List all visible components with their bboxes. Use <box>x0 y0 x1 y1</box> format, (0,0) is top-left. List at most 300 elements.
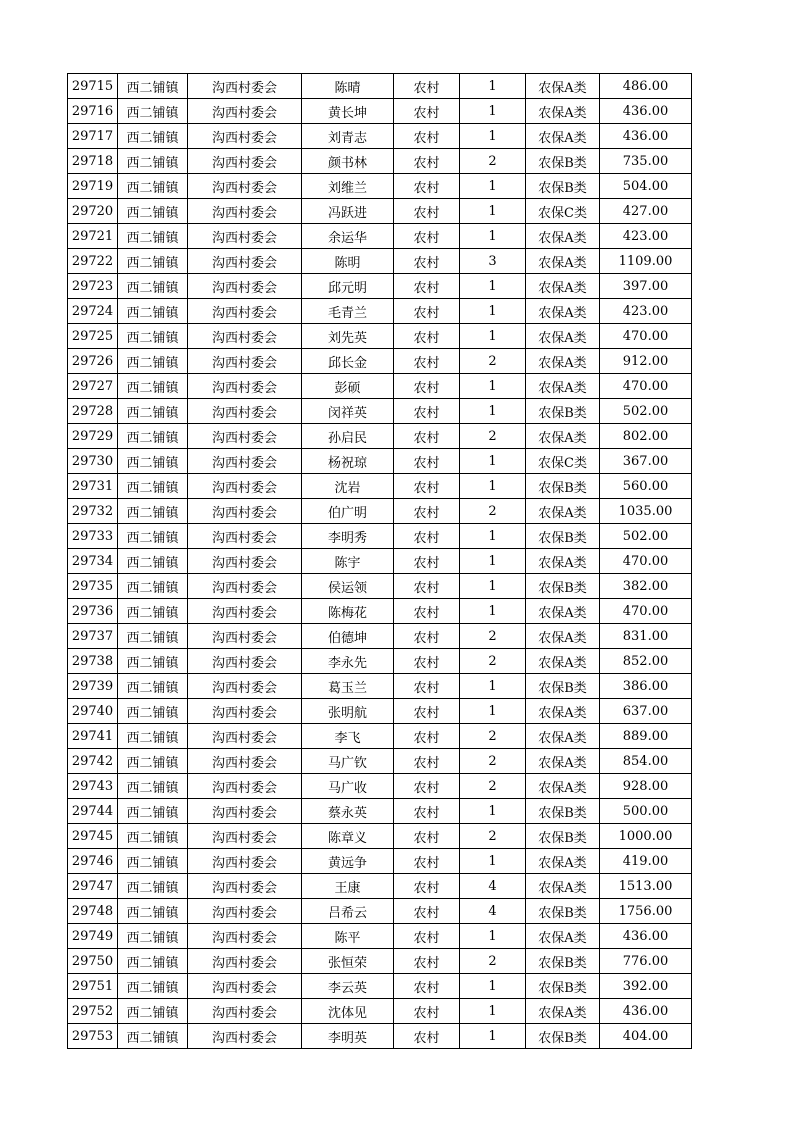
table-row <box>68 824 692 849</box>
household-count-cell: 2 <box>460 949 526 974</box>
insurance-class-cell: 农保A类 <box>526 274 600 299</box>
household-count-cell: 1 <box>460 599 526 624</box>
area-type-cell: 农村 <box>394 399 460 424</box>
insurance-class-cell: 农保A类 <box>526 99 600 124</box>
table-row <box>68 249 692 274</box>
town-cell: 西二铺镇 <box>118 324 188 349</box>
table-row <box>68 449 692 474</box>
area-type-cell: 农村 <box>394 999 460 1024</box>
insurance-class-cell: 农保C类 <box>526 449 600 474</box>
household-count-cell: 2 <box>460 349 526 374</box>
village-committee-cell: 沟西村委会 <box>188 449 302 474</box>
town-cell: 西二铺镇 <box>118 174 188 199</box>
town-cell: 西二铺镇 <box>118 799 188 824</box>
area-type-cell: 农村 <box>394 774 460 799</box>
village-committee-cell: 沟西村委会 <box>188 774 302 799</box>
household-count-cell: 2 <box>460 724 526 749</box>
record-id-cell: 29739 <box>68 674 118 699</box>
insurance-class-cell: 农保A类 <box>526 599 600 624</box>
insurance-class-cell: 农保A类 <box>526 249 600 274</box>
name-cell: 李云英 <box>302 974 394 999</box>
record-id-cell: 29724 <box>68 299 118 324</box>
name-cell: 李飞 <box>302 724 394 749</box>
table-row <box>68 499 692 524</box>
amount-cell: 504.00 <box>600 174 692 199</box>
area-type-cell: 农村 <box>394 849 460 874</box>
area-type-cell: 农村 <box>394 974 460 999</box>
record-id-cell: 29719 <box>68 174 118 199</box>
table-row <box>68 474 692 499</box>
name-cell: 孙启民 <box>302 424 394 449</box>
amount-cell: 1756.00 <box>600 899 692 924</box>
town-cell: 西二铺镇 <box>118 574 188 599</box>
insurance-class-cell: 农保B类 <box>526 574 600 599</box>
village-committee-cell: 沟西村委会 <box>188 674 302 699</box>
village-committee-cell: 沟西村委会 <box>188 1024 302 1049</box>
insurance-class-cell: 农保A类 <box>526 499 600 524</box>
amount-cell: 436.00 <box>600 99 692 124</box>
household-count-cell: 1 <box>460 399 526 424</box>
amount-cell: 1513.00 <box>600 874 692 899</box>
town-cell: 西二铺镇 <box>118 899 188 924</box>
table-row <box>68 924 692 949</box>
record-id-cell: 29731 <box>68 474 118 499</box>
village-committee-cell: 沟西村委会 <box>188 624 302 649</box>
table-row <box>68 99 692 124</box>
name-cell: 李永先 <box>302 649 394 674</box>
town-cell: 西二铺镇 <box>118 224 188 249</box>
insurance-class-cell: 农保B类 <box>526 824 600 849</box>
town-cell: 西二铺镇 <box>118 974 188 999</box>
town-cell: 西二铺镇 <box>118 399 188 424</box>
roster-table <box>67 73 692 1049</box>
name-cell: 闵祥英 <box>302 399 394 424</box>
town-cell: 西二铺镇 <box>118 524 188 549</box>
town-cell: 西二铺镇 <box>118 449 188 474</box>
village-committee-cell: 沟西村委会 <box>188 899 302 924</box>
household-count-cell: 1 <box>460 799 526 824</box>
amount-cell: 560.00 <box>600 474 692 499</box>
insurance-class-cell: 农保C类 <box>526 199 600 224</box>
name-cell: 王康 <box>302 874 394 899</box>
amount-cell: 436.00 <box>600 999 692 1024</box>
town-cell: 西二铺镇 <box>118 124 188 149</box>
village-committee-cell: 沟西村委会 <box>188 349 302 374</box>
amount-cell: 419.00 <box>600 849 692 874</box>
town-cell: 西二铺镇 <box>118 499 188 524</box>
household-count-cell: 1 <box>460 699 526 724</box>
name-cell: 邱元明 <box>302 274 394 299</box>
amount-cell: 470.00 <box>600 549 692 574</box>
area-type-cell: 农村 <box>394 149 460 174</box>
name-cell: 伯德坤 <box>302 624 394 649</box>
table-row <box>68 674 692 699</box>
town-cell: 西二铺镇 <box>118 474 188 499</box>
insurance-class-cell: 农保A类 <box>526 649 600 674</box>
amount-cell: 852.00 <box>600 649 692 674</box>
name-cell: 葛玉兰 <box>302 674 394 699</box>
area-type-cell: 农村 <box>394 824 460 849</box>
household-count-cell: 1 <box>460 74 526 99</box>
name-cell: 陈宇 <box>302 549 394 574</box>
name-cell: 陈明 <box>302 249 394 274</box>
area-type-cell: 农村 <box>394 949 460 974</box>
insurance-class-cell: 农保A类 <box>526 224 600 249</box>
village-committee-cell: 沟西村委会 <box>188 374 302 399</box>
household-count-cell: 1 <box>460 274 526 299</box>
area-type-cell: 农村 <box>394 799 460 824</box>
table-row <box>68 74 692 99</box>
name-cell: 黄远争 <box>302 849 394 874</box>
area-type-cell: 农村 <box>394 749 460 774</box>
table-row <box>68 349 692 374</box>
table-row <box>68 149 692 174</box>
amount-cell: 367.00 <box>600 449 692 474</box>
household-count-cell: 1 <box>460 849 526 874</box>
household-count-cell: 1 <box>460 324 526 349</box>
amount-cell: 1035.00 <box>600 499 692 524</box>
area-type-cell: 农村 <box>394 574 460 599</box>
town-cell: 西二铺镇 <box>118 274 188 299</box>
table-row <box>68 549 692 574</box>
village-committee-cell: 沟西村委会 <box>188 274 302 299</box>
name-cell: 陈平 <box>302 924 394 949</box>
roster-body <box>68 74 692 1049</box>
area-type-cell: 农村 <box>394 1024 460 1049</box>
table-row <box>68 599 692 624</box>
insurance-class-cell: 农保B类 <box>526 174 600 199</box>
household-count-cell: 1 <box>460 549 526 574</box>
record-id-cell: 29732 <box>68 499 118 524</box>
village-committee-cell: 沟西村委会 <box>188 324 302 349</box>
insurance-class-cell: 农保B类 <box>526 674 600 699</box>
insurance-class-cell: 农保B类 <box>526 799 600 824</box>
insurance-class-cell: 农保A类 <box>526 749 600 774</box>
amount-cell: 404.00 <box>600 1024 692 1049</box>
insurance-class-cell: 农保A类 <box>526 874 600 899</box>
name-cell: 邱长金 <box>302 349 394 374</box>
record-id-cell: 29753 <box>68 1024 118 1049</box>
insurance-class-cell: 农保A类 <box>526 299 600 324</box>
amount-cell: 831.00 <box>600 624 692 649</box>
name-cell: 沈岩 <box>302 474 394 499</box>
town-cell: 西二铺镇 <box>118 849 188 874</box>
village-committee-cell: 沟西村委会 <box>188 299 302 324</box>
insurance-class-cell: 农保A类 <box>526 624 600 649</box>
amount-cell: 802.00 <box>600 424 692 449</box>
area-type-cell: 农村 <box>394 449 460 474</box>
village-committee-cell: 沟西村委会 <box>188 649 302 674</box>
village-committee-cell: 沟西村委会 <box>188 749 302 774</box>
amount-cell: 735.00 <box>600 149 692 174</box>
name-cell: 刘青志 <box>302 124 394 149</box>
village-committee-cell: 沟西村委会 <box>188 74 302 99</box>
village-committee-cell: 沟西村委会 <box>188 799 302 824</box>
table-row <box>68 749 692 774</box>
village-committee-cell: 沟西村委会 <box>188 149 302 174</box>
record-id-cell: 29748 <box>68 899 118 924</box>
name-cell: 余运华 <box>302 224 394 249</box>
household-count-cell: 2 <box>460 624 526 649</box>
town-cell: 西二铺镇 <box>118 999 188 1024</box>
name-cell: 张明航 <box>302 699 394 724</box>
area-type-cell: 农村 <box>394 349 460 374</box>
table-row <box>68 699 692 724</box>
household-count-cell: 4 <box>460 899 526 924</box>
name-cell: 黄长坤 <box>302 99 394 124</box>
name-cell: 刘先英 <box>302 324 394 349</box>
household-count-cell: 2 <box>460 774 526 799</box>
table-row <box>68 174 692 199</box>
household-count-cell: 1 <box>460 199 526 224</box>
town-cell: 西二铺镇 <box>118 199 188 224</box>
town-cell: 西二铺镇 <box>118 774 188 799</box>
name-cell: 马广钦 <box>302 749 394 774</box>
amount-cell: 502.00 <box>600 399 692 424</box>
household-count-cell: 3 <box>460 249 526 274</box>
table-row <box>68 949 692 974</box>
area-type-cell: 农村 <box>394 374 460 399</box>
town-cell: 西二铺镇 <box>118 624 188 649</box>
amount-cell: 470.00 <box>600 324 692 349</box>
area-type-cell: 农村 <box>394 299 460 324</box>
village-committee-cell: 沟西村委会 <box>188 849 302 874</box>
amount-cell: 397.00 <box>600 274 692 299</box>
insurance-class-cell: 农保A类 <box>526 549 600 574</box>
area-type-cell: 农村 <box>394 249 460 274</box>
household-count-cell: 2 <box>460 749 526 774</box>
household-count-cell: 1 <box>460 299 526 324</box>
town-cell: 西二铺镇 <box>118 824 188 849</box>
insurance-class-cell: 农保A类 <box>526 924 600 949</box>
area-type-cell: 农村 <box>394 424 460 449</box>
insurance-class-cell: 农保B类 <box>526 524 600 549</box>
record-id-cell: 29723 <box>68 274 118 299</box>
name-cell: 伯广明 <box>302 499 394 524</box>
record-id-cell: 29752 <box>68 999 118 1024</box>
name-cell: 冯跃进 <box>302 199 394 224</box>
name-cell: 毛青兰 <box>302 299 394 324</box>
name-cell: 侯运领 <box>302 574 394 599</box>
insurance-class-cell: 农保A类 <box>526 724 600 749</box>
household-count-cell: 4 <box>460 874 526 899</box>
town-cell: 西二铺镇 <box>118 1024 188 1049</box>
village-committee-cell: 沟西村委会 <box>188 549 302 574</box>
area-type-cell: 农村 <box>394 274 460 299</box>
name-cell: 沈体见 <box>302 999 394 1024</box>
record-id-cell: 29726 <box>68 349 118 374</box>
record-id-cell: 29745 <box>68 824 118 849</box>
name-cell: 蔡永英 <box>302 799 394 824</box>
record-id-cell: 29736 <box>68 599 118 624</box>
record-id-cell: 29742 <box>68 749 118 774</box>
name-cell: 马广收 <box>302 774 394 799</box>
area-type-cell: 农村 <box>394 224 460 249</box>
amount-cell: 776.00 <box>600 949 692 974</box>
amount-cell: 423.00 <box>600 224 692 249</box>
record-id-cell: 29718 <box>68 149 118 174</box>
area-type-cell: 农村 <box>394 199 460 224</box>
record-id-cell: 29750 <box>68 949 118 974</box>
record-id-cell: 29715 <box>68 74 118 99</box>
area-type-cell: 农村 <box>394 599 460 624</box>
name-cell: 陈梅花 <box>302 599 394 624</box>
table-row <box>68 1024 692 1049</box>
town-cell: 西二铺镇 <box>118 674 188 699</box>
record-id-cell: 29725 <box>68 324 118 349</box>
name-cell: 刘维兰 <box>302 174 394 199</box>
insurance-class-cell: 农保A类 <box>526 74 600 99</box>
town-cell: 西二铺镇 <box>118 299 188 324</box>
record-id-cell: 29735 <box>68 574 118 599</box>
name-cell: 李明秀 <box>302 524 394 549</box>
village-committee-cell: 沟西村委会 <box>188 699 302 724</box>
table-row <box>68 974 692 999</box>
household-count-cell: 1 <box>460 374 526 399</box>
table-row <box>68 874 692 899</box>
table-row <box>68 399 692 424</box>
name-cell: 李明英 <box>302 1024 394 1049</box>
town-cell: 西二铺镇 <box>118 149 188 174</box>
table-row <box>68 574 692 599</box>
insurance-class-cell: 农保B类 <box>526 974 600 999</box>
insurance-class-cell: 农保A类 <box>526 349 600 374</box>
amount-cell: 436.00 <box>600 924 692 949</box>
record-id-cell: 29716 <box>68 99 118 124</box>
amount-cell: 637.00 <box>600 699 692 724</box>
amount-cell: 392.00 <box>600 974 692 999</box>
village-committee-cell: 沟西村委会 <box>188 249 302 274</box>
area-type-cell: 农村 <box>394 724 460 749</box>
town-cell: 西二铺镇 <box>118 949 188 974</box>
amount-cell: 436.00 <box>600 124 692 149</box>
table-row <box>68 624 692 649</box>
area-type-cell: 农村 <box>394 324 460 349</box>
village-committee-cell: 沟西村委会 <box>188 124 302 149</box>
record-id-cell: 29720 <box>68 199 118 224</box>
area-type-cell: 农村 <box>394 674 460 699</box>
record-id-cell: 29740 <box>68 699 118 724</box>
village-committee-cell: 沟西村委会 <box>188 824 302 849</box>
amount-cell: 486.00 <box>600 74 692 99</box>
insurance-class-cell: 农保A类 <box>526 424 600 449</box>
village-committee-cell: 沟西村委会 <box>188 99 302 124</box>
household-count-cell: 1 <box>460 974 526 999</box>
record-id-cell: 29722 <box>68 249 118 274</box>
household-count-cell: 1 <box>460 449 526 474</box>
record-id-cell: 29741 <box>68 724 118 749</box>
village-committee-cell: 沟西村委会 <box>188 399 302 424</box>
table-row <box>68 124 692 149</box>
table-row <box>68 524 692 549</box>
household-count-cell: 2 <box>460 824 526 849</box>
village-committee-cell: 沟西村委会 <box>188 474 302 499</box>
town-cell: 西二铺镇 <box>118 749 188 774</box>
household-count-cell: 1 <box>460 574 526 599</box>
table-row <box>68 799 692 824</box>
table-row <box>68 774 692 799</box>
household-count-cell: 1 <box>460 174 526 199</box>
table-row <box>68 649 692 674</box>
area-type-cell: 农村 <box>394 174 460 199</box>
table-row <box>68 274 692 299</box>
town-cell: 西二铺镇 <box>118 724 188 749</box>
record-id-cell: 29734 <box>68 549 118 574</box>
area-type-cell: 农村 <box>394 699 460 724</box>
name-cell: 彭硕 <box>302 374 394 399</box>
village-committee-cell: 沟西村委会 <box>188 524 302 549</box>
insurance-class-cell: 农保A类 <box>526 324 600 349</box>
town-cell: 西二铺镇 <box>118 874 188 899</box>
village-committee-cell: 沟西村委会 <box>188 974 302 999</box>
name-cell: 杨祝琼 <box>302 449 394 474</box>
village-committee-cell: 沟西村委会 <box>188 424 302 449</box>
area-type-cell: 农村 <box>394 524 460 549</box>
record-id-cell: 29746 <box>68 849 118 874</box>
amount-cell: 470.00 <box>600 599 692 624</box>
record-id-cell: 29749 <box>68 924 118 949</box>
insurance-class-cell: 农保A类 <box>526 374 600 399</box>
town-cell: 西二铺镇 <box>118 924 188 949</box>
area-type-cell: 农村 <box>394 649 460 674</box>
insurance-class-cell: 农保A类 <box>526 124 600 149</box>
record-id-cell: 29727 <box>68 374 118 399</box>
household-count-cell: 1 <box>460 524 526 549</box>
household-count-cell: 1 <box>460 224 526 249</box>
amount-cell: 427.00 <box>600 199 692 224</box>
area-type-cell: 农村 <box>394 874 460 899</box>
amount-cell: 1000.00 <box>600 824 692 849</box>
record-id-cell: 29738 <box>68 649 118 674</box>
village-committee-cell: 沟西村委会 <box>188 874 302 899</box>
village-committee-cell: 沟西村委会 <box>188 924 302 949</box>
town-cell: 西二铺镇 <box>118 424 188 449</box>
record-id-cell: 29730 <box>68 449 118 474</box>
record-id-cell: 29744 <box>68 799 118 824</box>
amount-cell: 912.00 <box>600 349 692 374</box>
household-count-cell: 1 <box>460 124 526 149</box>
name-cell: 陈晴 <box>302 74 394 99</box>
name-cell: 吕希云 <box>302 899 394 924</box>
name-cell: 陈章义 <box>302 824 394 849</box>
record-id-cell: 29751 <box>68 974 118 999</box>
area-type-cell: 农村 <box>394 924 460 949</box>
household-count-cell: 1 <box>460 999 526 1024</box>
insurance-class-cell: 农保B类 <box>526 899 600 924</box>
village-committee-cell: 沟西村委会 <box>188 949 302 974</box>
table-row <box>68 374 692 399</box>
record-id-cell: 29721 <box>68 224 118 249</box>
table-row <box>68 299 692 324</box>
village-committee-cell: 沟西村委会 <box>188 224 302 249</box>
area-type-cell: 农村 <box>394 549 460 574</box>
table-row <box>68 424 692 449</box>
table-row <box>68 324 692 349</box>
insurance-class-cell: 农保A类 <box>526 999 600 1024</box>
area-type-cell: 农村 <box>394 624 460 649</box>
town-cell: 西二铺镇 <box>118 549 188 574</box>
household-count-cell: 1 <box>460 924 526 949</box>
insurance-class-cell: 农保B类 <box>526 399 600 424</box>
village-committee-cell: 沟西村委会 <box>188 199 302 224</box>
household-count-cell: 2 <box>460 424 526 449</box>
amount-cell: 386.00 <box>600 674 692 699</box>
village-committee-cell: 沟西村委会 <box>188 499 302 524</box>
table-row <box>68 224 692 249</box>
village-committee-cell: 沟西村委会 <box>188 574 302 599</box>
insurance-class-cell: 农保A类 <box>526 774 600 799</box>
village-committee-cell: 沟西村委会 <box>188 724 302 749</box>
